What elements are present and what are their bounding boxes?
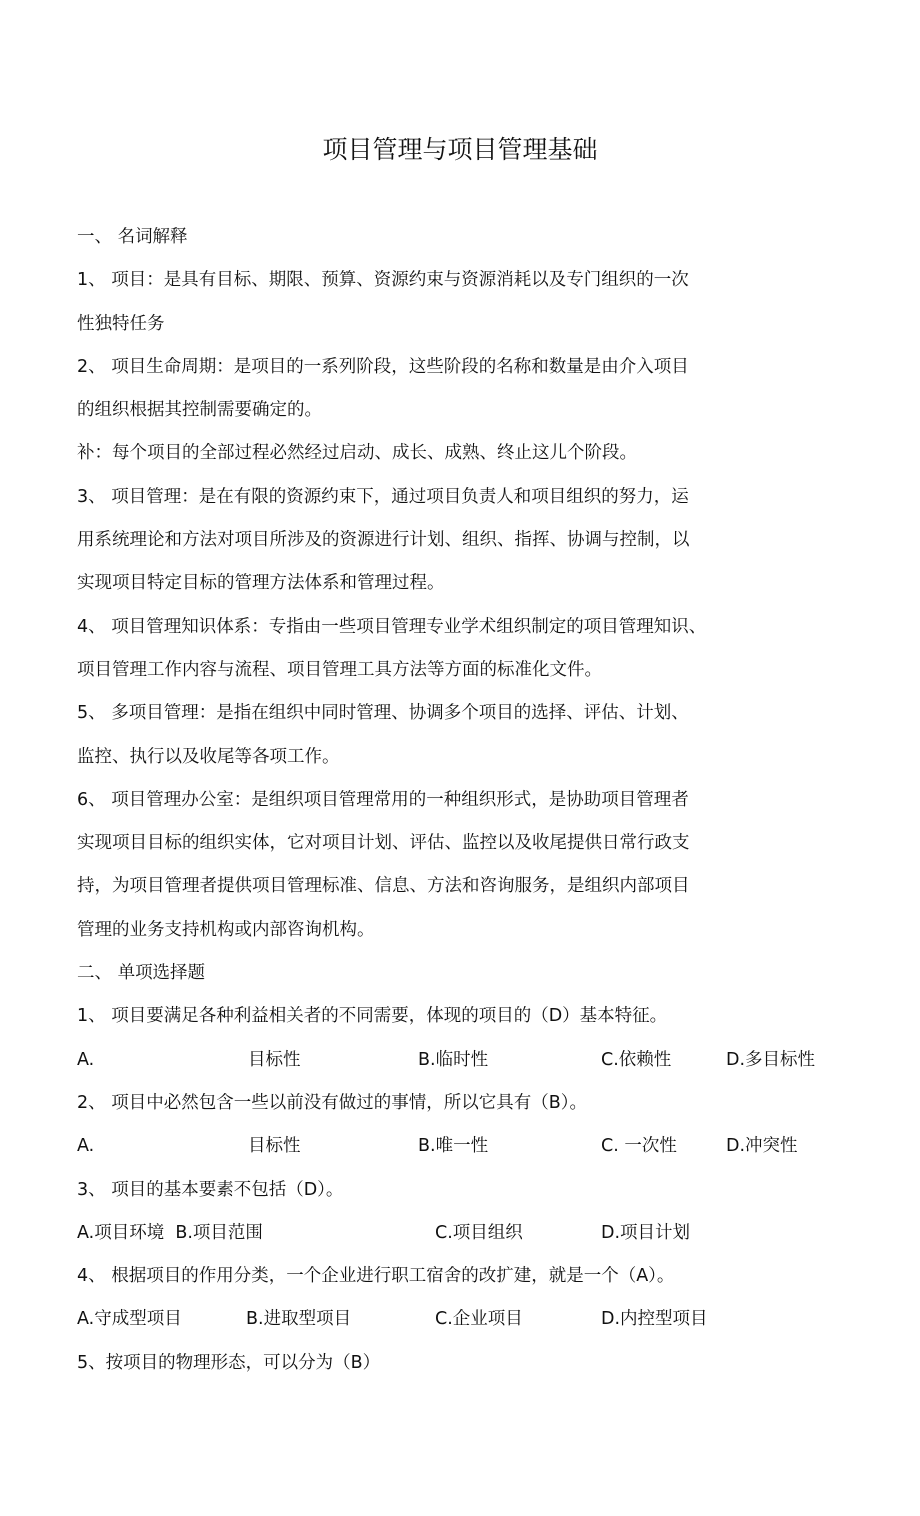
page-title: 项目管理与项目管理基础 [322, 135, 598, 164]
question: 3、 项目的基本要素不包括（D）。 [77, 1179, 344, 1200]
option-a-text: 目标性 [248, 1136, 301, 1157]
options-row [77, 1219, 857, 1262]
paragraph-line: 1、 项目：是具有目标、期限、预算、资源约束与资源消耗以及专门组织的一次 [77, 270, 689, 291]
option-a: A. [77, 1049, 95, 1070]
options-row [77, 1132, 857, 1175]
paragraph-line: 3、 项目管理：是在有限的资源约束下，通过项目负责人和项目组织的努力，运 [77, 486, 689, 507]
paragraph-line: 4、 项目管理知识体系：专指由一些项目管理专业学术组织制定的项目管理知识、 [77, 616, 707, 637]
option-a-text: 目标性 [248, 1049, 301, 1070]
option-b: B.临时性 [418, 1049, 489, 1070]
options-row [77, 1046, 857, 1089]
option-d: D.项目计划 [601, 1222, 691, 1243]
option-c: C.项目组织 [435, 1222, 523, 1243]
option-d: D.冲突性 [726, 1136, 798, 1157]
question: 1、 项目要满足各种利益相关者的不同需要，体现的项目的（D）基本特征。 [77, 1006, 668, 1027]
paragraph-line: 性独特任务 [77, 313, 165, 334]
paragraph-line: 实现项目目标的组织实体，它对项目计划、评估、监控以及收尾提供日常行政支 [77, 833, 690, 854]
option-a: A. [77, 1136, 95, 1157]
paragraph-line: 2、 项目生命周期：是项目的一系列阶段，这些阶段的名称和数量是由介入项目 [77, 356, 689, 377]
option-b: B.进取型项目 [246, 1309, 352, 1330]
option-c: C. 一次性 [601, 1136, 677, 1157]
paragraph-line: 的组织根据其控制需要确定的。 [77, 400, 322, 421]
document-body [77, 223, 857, 1392]
paragraph-line: 6、 项目管理办公室：是组织项目管理常用的一种组织形式，是协助项目管理者 [77, 789, 689, 810]
section-heading: 一、 名词解释 [77, 227, 188, 247]
paragraph-line: 项目管理工作内容与流程、项目管理工具方法等方面的标准化文件。 [77, 659, 602, 680]
option-c: C.依赖性 [601, 1049, 672, 1070]
paragraph-line: 管理的业务支持机构或内部咨询机构。 [77, 919, 375, 940]
question: 5、按项目的物理形态，可以分为（B） [77, 1352, 381, 1373]
option-d: D.多目标性 [726, 1049, 816, 1070]
option-c: C.企业项目 [435, 1309, 523, 1330]
question: 4、 根据项目的作用分类，一个企业进行职工宿舍的改扩建，就是一个（A）。 [77, 1266, 675, 1287]
option-a: A.守成型项目 [77, 1309, 182, 1330]
option-d: D.内控型项目 [601, 1309, 708, 1330]
option-a-b: A.项目环境 B.项目范围 [77, 1222, 263, 1243]
options-row [77, 1305, 857, 1348]
paragraph-line: 补：每个项目的全部过程必然经过启动、成长、成熟、终止这儿个阶段。 [77, 443, 637, 464]
option-b: B.唯一性 [418, 1136, 489, 1157]
question: 2、 项目中必然包含一些以前没有做过的事情，所以它具有（B）。 [77, 1092, 587, 1113]
paragraph-line: 5、 多项目管理：是指在组织中同时管理、协调多个项目的选择、评估、计划、 [77, 703, 689, 724]
section-heading: 二、 单项选择题 [77, 963, 206, 984]
paragraph-line: 用系统理论和方法对项目所涉及的资源进行计划、组织、指挥、协调与控制，以 [77, 530, 690, 551]
paragraph-line: 持，为项目管理者提供项目管理标准、信息、方法和咨询服务，是组织内部项目 [77, 876, 690, 897]
paragraph-line: 监控、执行以及收尾等各项工作。 [77, 746, 340, 767]
paragraph-line: 实现项目特定目标的管理方法体系和管理过程。 [77, 573, 445, 594]
